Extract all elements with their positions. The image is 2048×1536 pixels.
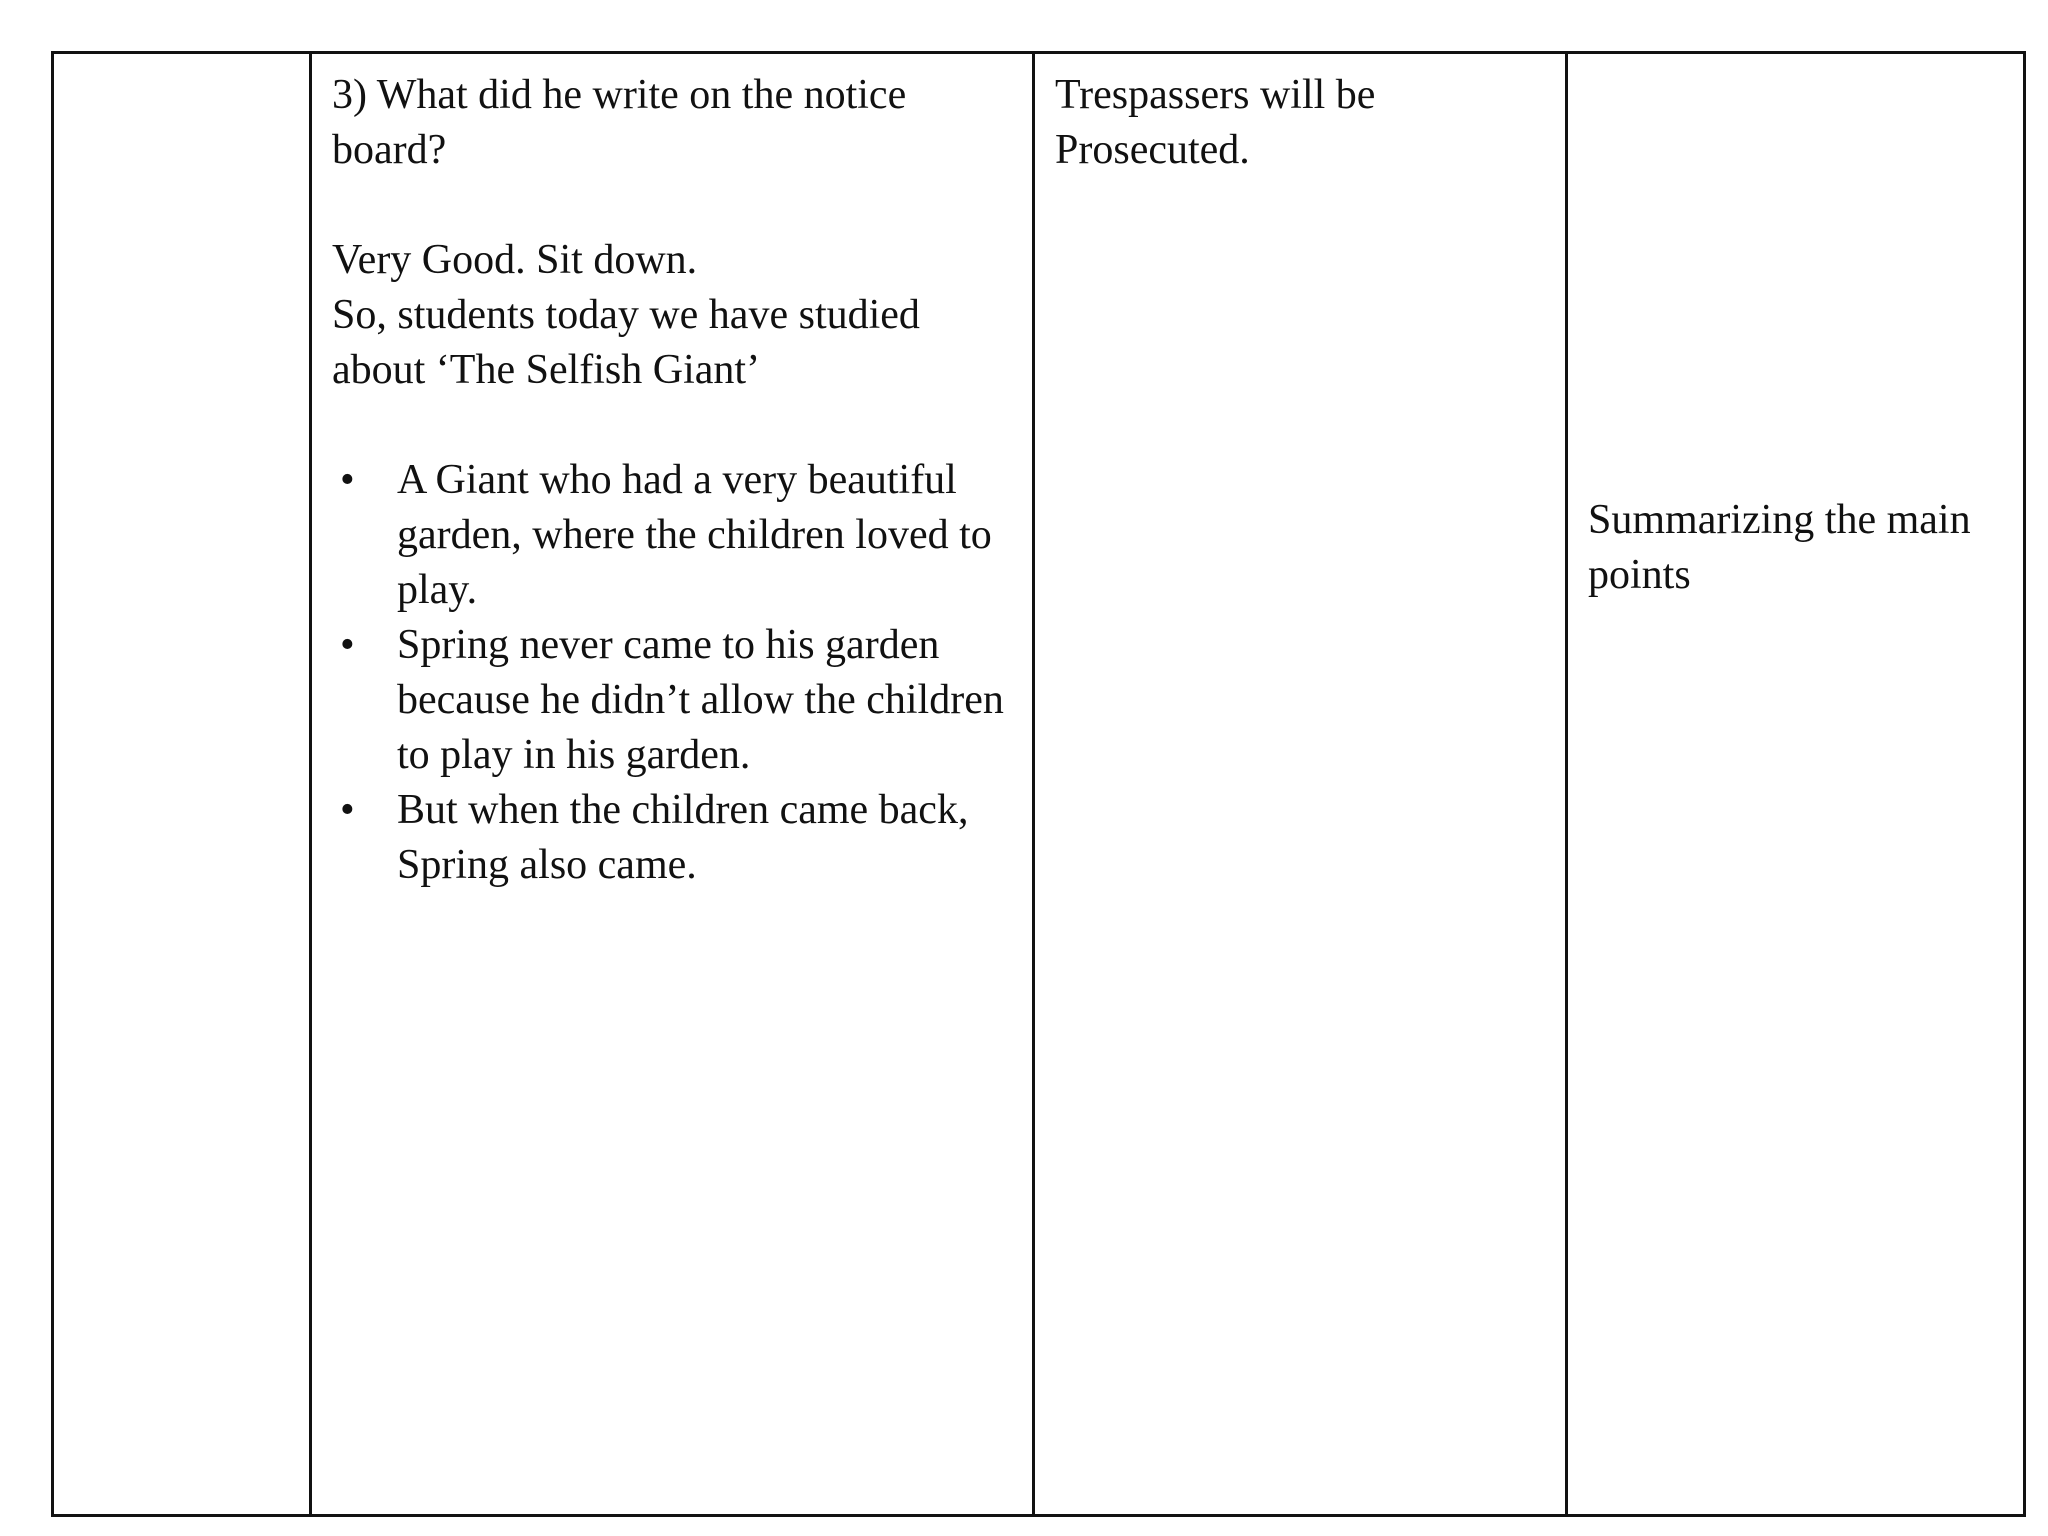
list-item bbox=[332, 618, 1018, 783]
question-text: 3) What did he write on the notice board? bbox=[332, 72, 907, 173]
teacher-activity-cell bbox=[311, 53, 1034, 1516]
student-activity-cell bbox=[1034, 53, 1567, 1516]
first-column-cell bbox=[53, 53, 311, 1516]
answer-text: Trespassers will be Prosecuted. bbox=[1055, 72, 1376, 173]
list-item bbox=[332, 783, 1018, 893]
praise-text: Very Good. Sit down. bbox=[332, 237, 698, 283]
objective-text: Summarizing the main points bbox=[1588, 497, 1971, 598]
objective-cell bbox=[1567, 53, 2025, 1516]
bullet-icon: • bbox=[340, 457, 355, 503]
bullet-icon: • bbox=[340, 622, 355, 668]
intro-text: So, students today we have studied about ‘The Selfish Giant’ bbox=[332, 292, 920, 393]
list-item bbox=[332, 453, 1018, 618]
list-item-text: But when the children came back, Spring also came. bbox=[397, 787, 969, 888]
list-item-text: Spring never came to his garden because he didn’t allow the children to play in his garden. bbox=[397, 622, 1004, 778]
table-row bbox=[53, 53, 2025, 1516]
summary-point-list bbox=[332, 453, 1018, 893]
lesson-plan-table bbox=[51, 51, 2026, 1517]
list-item-text: A Giant who had a very beautiful garden, where the children loved to play. bbox=[397, 457, 992, 613]
bullet-icon: • bbox=[340, 787, 355, 833]
